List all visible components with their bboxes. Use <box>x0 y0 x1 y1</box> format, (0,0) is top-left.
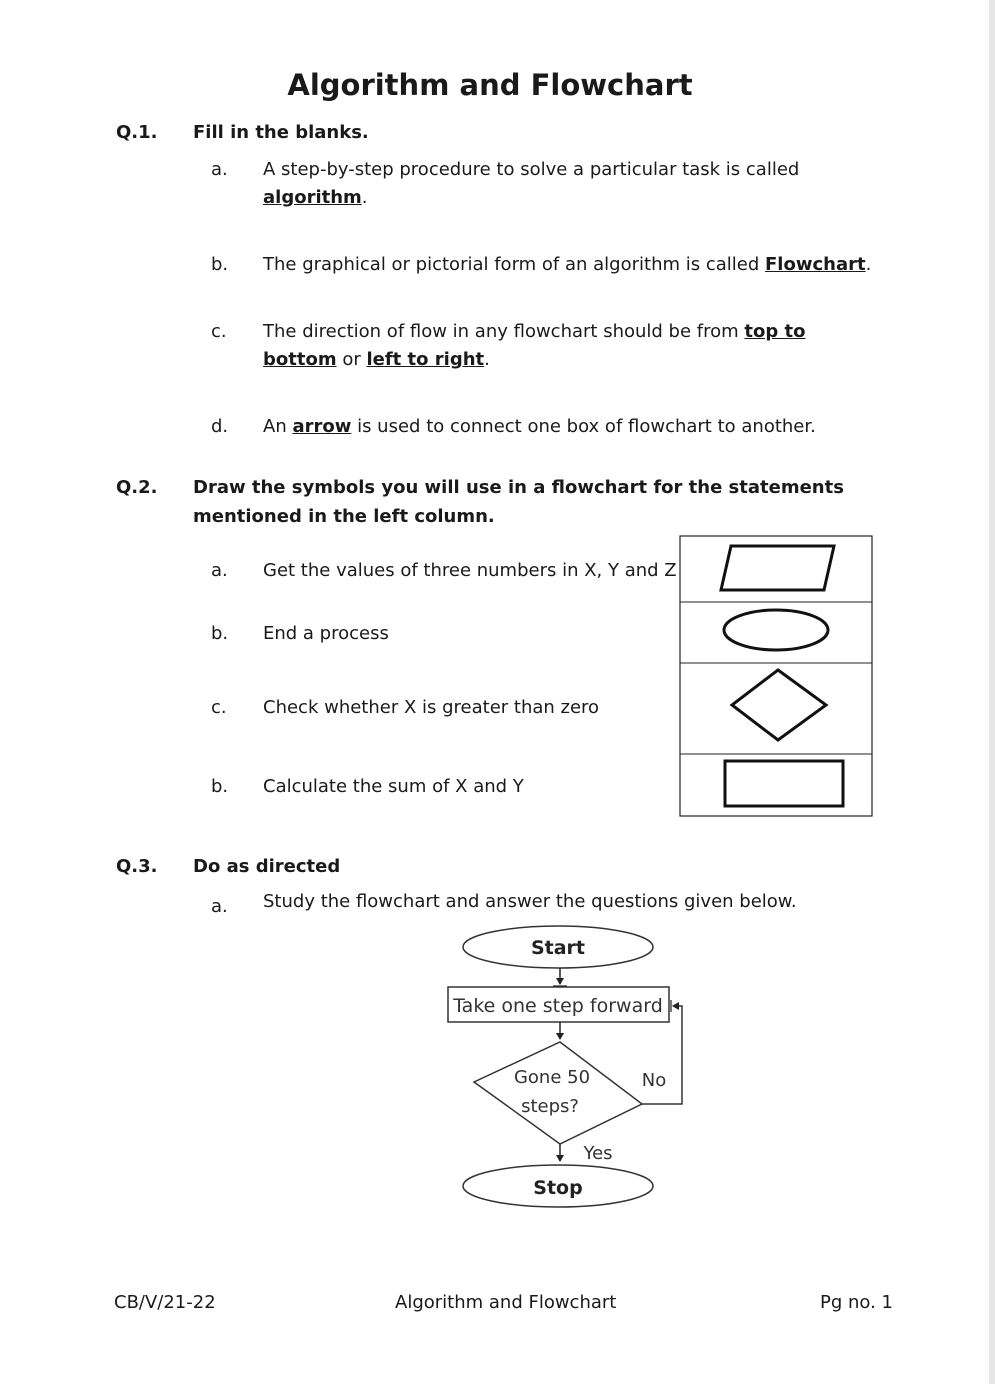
parallelogram-symbol <box>721 546 834 590</box>
q1-item-d-text <box>263 413 816 441</box>
q2-item-b-text: End a process <box>263 623 389 644</box>
q2-item-d-text: Calculate the sum of X and Y <box>263 776 524 797</box>
q1-heading: Fill in the blanks. <box>193 122 369 143</box>
flowchart-yes-label: Yes <box>583 1143 613 1164</box>
flowchart-decision <box>474 1042 642 1144</box>
q3-number: Q.3. <box>116 856 158 877</box>
flowchart-decision-line2: steps? <box>521 1096 579 1117</box>
diamond-symbol <box>732 670 826 740</box>
q2-item-a-letter: a. <box>211 560 228 581</box>
q1-item-b-pre: The graphical or pictorial form of an algorithm is called <box>263 254 765 275</box>
flowchart-start-label: Start <box>530 937 586 959</box>
flowchart-stop-label: Stop <box>533 1177 583 1199</box>
q1-item-a-pre: A step-by-step procedure to solve a particular task is called <box>263 159 800 180</box>
q2-item-b-letter: b. <box>211 623 229 644</box>
q2-item-c-text: Check whether X is greater than zero <box>263 697 600 718</box>
q2-heading-line2: mentioned in the left column. <box>193 506 495 527</box>
q2-item-a-text: Get the values of three numbers in X, Y and Z <box>263 560 677 581</box>
q1-item-d-post: is used to connect one box of flowchart to another. <box>351 416 816 437</box>
rectangle-symbol <box>725 761 843 806</box>
page-title: Algorithm and Flowchart <box>287 68 693 102</box>
q1-item-d-answer: arrow <box>292 416 352 437</box>
q3-heading: Do as directed <box>193 856 341 877</box>
q1-item-c-pre: The direction of flow in any flowchart should be from <box>263 321 745 342</box>
footer-title: Algorithm and Flowchart <box>395 1292 617 1313</box>
q1-item-d-pre: An <box>263 416 293 437</box>
q2-number: Q.2. <box>116 477 158 498</box>
flowchart <box>440 920 700 1220</box>
q1-item-b-letter: b. <box>211 254 229 275</box>
q3-item-a-text: Study the flowchart and answer the questions given below. <box>263 891 797 912</box>
q1-number: Q.1. <box>116 122 158 143</box>
q1-item-b-answer: Flowchart <box>765 254 866 275</box>
q1-item-a-text <box>263 156 799 212</box>
q2-heading-line1: Draw the symbols you will use in a flowchart for the statements <box>193 477 844 498</box>
q1-item-b-post: . <box>865 254 872 275</box>
q1-item-c-text <box>263 318 805 374</box>
q1-item-a-letter: a. <box>211 159 228 180</box>
q1-item-a-answer: algorithm <box>263 187 362 208</box>
q3-item-a-letter: a. <box>211 896 228 917</box>
page-edge-shadow <box>989 0 995 1384</box>
q1-item-c-mid: or <box>336 349 367 370</box>
q1-item-c-answer2: left to right <box>366 349 485 370</box>
q1-item-a-post: . <box>361 187 368 208</box>
oval-symbol <box>724 610 828 650</box>
q1-item-d-letter: d. <box>211 416 229 437</box>
q1-item-b-text <box>263 251 871 279</box>
flowchart-decision-line1: Gone 50 <box>513 1067 591 1088</box>
q1-item-c-post: . <box>484 349 490 370</box>
q1-item-c-answer1a: top to <box>744 321 806 342</box>
q1-item-c-letter: c. <box>211 321 227 342</box>
symbol-table <box>679 535 874 818</box>
q2-item-d-letter: b. <box>211 776 229 797</box>
flowchart-no-label: No <box>641 1070 667 1091</box>
q2-item-c-letter: c. <box>211 697 227 718</box>
footer-code: CB/V/21-22 <box>114 1292 216 1313</box>
footer-page-number: Pg no. 1 <box>820 1292 894 1313</box>
q1-item-c-answer1b: bottom <box>263 349 337 370</box>
flowchart-process-label: Take one step forward <box>453 995 663 1017</box>
